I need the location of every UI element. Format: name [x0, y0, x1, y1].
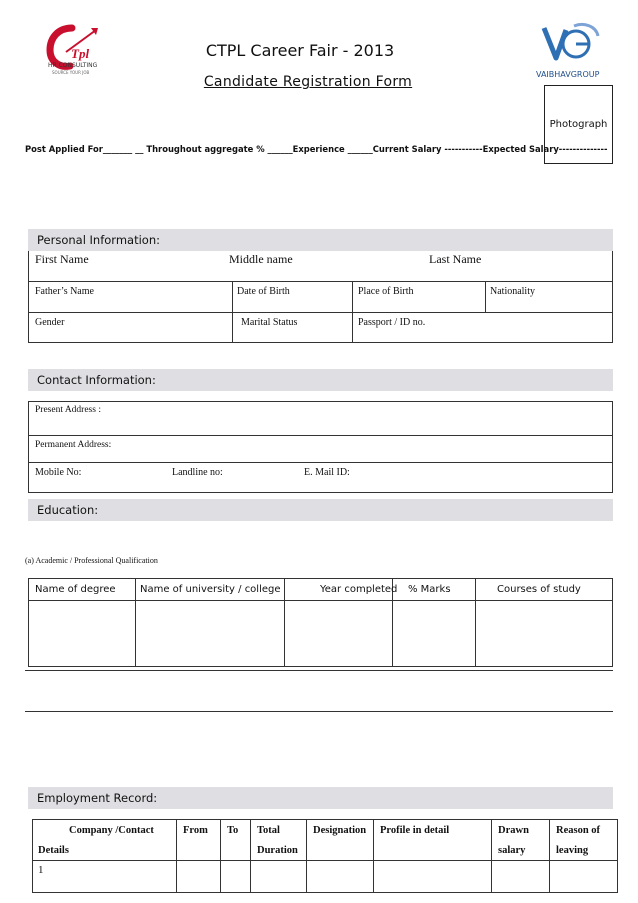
ctpl-logo-subline: SOURCE YOUR JOB: [52, 70, 90, 75]
employment-col-divider: [306, 819, 307, 893]
employment-col-divider: [176, 819, 177, 893]
employment-col-designation: Designation: [313, 825, 367, 836]
employment-col-reason: Reason of: [556, 825, 601, 836]
separator-line: [25, 670, 613, 671]
employment-col-duration-line2: Duration: [257, 845, 298, 856]
employment-col-salary: Drawn: [498, 825, 529, 836]
nationality-field[interactable]: Nationality: [490, 286, 535, 297]
last-name-field[interactable]: Last Name: [429, 252, 482, 266]
page-title: CTPL Career Fair - 2013: [205, 41, 395, 60]
education-col-marks: % Marks: [408, 584, 451, 595]
gender-field[interactable]: Gender: [35, 317, 65, 328]
personal-col-divider: [485, 281, 486, 312]
education-col-divider: [284, 578, 285, 667]
employment-col-company: Company /Contact: [69, 825, 154, 836]
employment-col-divider: [373, 819, 374, 893]
svg-text:Tpl: Tpl: [71, 46, 90, 61]
marital-status-field[interactable]: Marital Status: [241, 317, 298, 328]
place-of-birth-field[interactable]: Place of Birth: [358, 286, 414, 297]
personal-col-divider: [352, 281, 353, 343]
personal-row-divider: [28, 312, 613, 313]
education-caption: (a) Academic / Professional Qualification: [25, 556, 158, 565]
employment-col-duration: Total: [257, 825, 280, 836]
post-applied-line: Post Applied For_______ __ Throughout aggregate % ______Experience ______Current Salary -----------Expected Salary--------------: [25, 144, 608, 154]
employment-col-company-line2: Details: [38, 845, 69, 856]
employment-col-from: From: [183, 825, 208, 836]
employment-header-divider: [32, 860, 618, 861]
first-name-field[interactable]: First Name: [35, 252, 89, 266]
contact-row-divider: [28, 435, 613, 436]
vaibhav-logo-text: VAIBHAVGROUP: [536, 70, 600, 79]
employment-col-divider: [250, 819, 251, 893]
contact-table: [28, 401, 613, 493]
photograph-label: Photograph: [549, 119, 608, 130]
form-subtitle: Candidate Registration Form: [203, 74, 413, 90]
ctpl-logo-tagline: HR CONSULTING: [48, 62, 98, 69]
personal-table: [28, 251, 613, 343]
employment-col-reason-line2: leaving: [556, 845, 589, 856]
section-header-education: Education:: [28, 499, 613, 521]
employment-col-salary-line2: salary: [498, 845, 526, 856]
employment-col-divider: [491, 819, 492, 893]
education-col-university: Name of university / college: [140, 584, 281, 595]
permanent-address-field[interactable]: Permanent Address:: [35, 440, 112, 450]
education-col-courses: Courses of study: [497, 584, 581, 595]
employment-col-to: To: [227, 825, 239, 836]
middle-name-field[interactable]: Middle name: [229, 252, 293, 266]
section-header-employment: Employment Record:: [28, 787, 613, 809]
education-col-degree: Name of degree: [35, 584, 116, 595]
mobile-no-field[interactable]: Mobile No:: [35, 467, 82, 478]
education-col-divider: [135, 578, 136, 667]
education-header-divider: [28, 600, 613, 601]
section-header-personal: Personal Information:: [28, 229, 613, 251]
personal-col-divider: [232, 281, 233, 343]
employment-row-number: 1: [38, 864, 44, 876]
present-address-field[interactable]: Present Address :: [35, 405, 101, 415]
education-col-year: Year completed: [320, 584, 398, 595]
separator-line: [25, 711, 613, 712]
employment-col-divider: [220, 819, 221, 893]
employment-col-divider: [549, 819, 550, 893]
employment-col-profile: Profile in detail: [380, 825, 450, 836]
personal-row-divider: [28, 281, 613, 282]
contact-row-divider: [28, 462, 613, 463]
section-header-contact: Contact Information:: [28, 369, 613, 391]
passport-id-field[interactable]: Passport / ID no.: [358, 317, 426, 328]
date-of-birth-field[interactable]: Date of Birth: [237, 286, 290, 297]
email-id-field[interactable]: E. Mail ID:: [304, 467, 350, 478]
education-col-divider: [475, 578, 476, 667]
landline-no-field[interactable]: Landline no:: [172, 467, 223, 478]
fathers-name-field[interactable]: Father’s Name: [35, 286, 94, 297]
